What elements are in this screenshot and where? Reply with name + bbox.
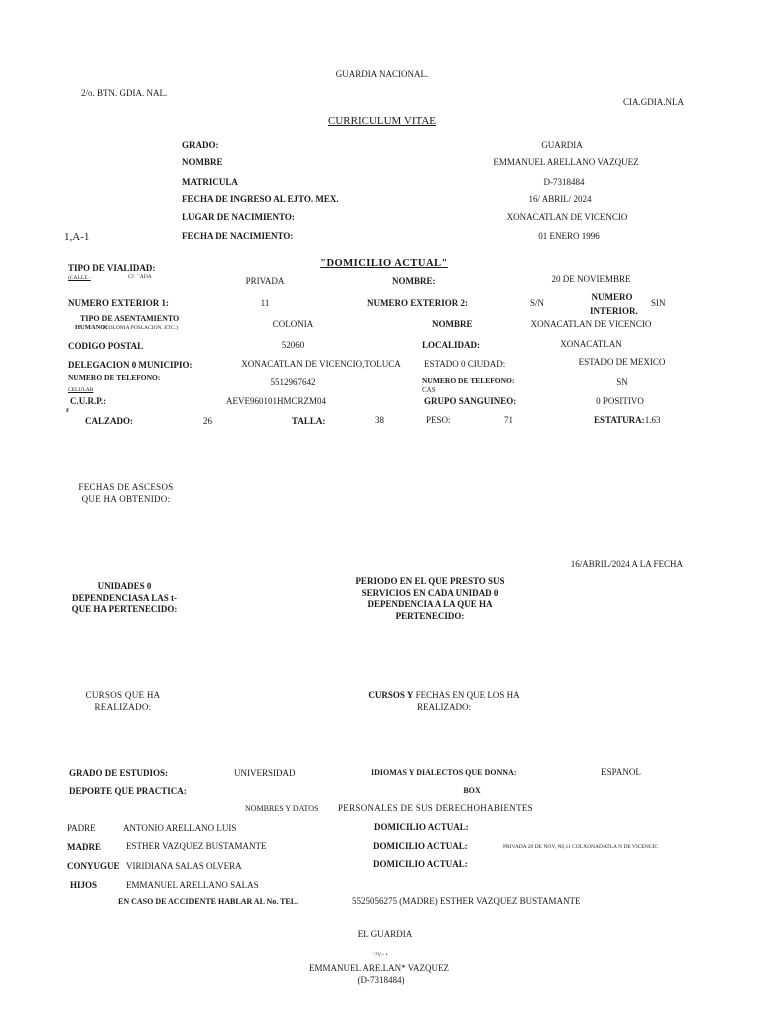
cursos-fechas-label-text: FECHAS EN QUE LOS HA REALIZADO: [415,690,520,712]
peso-label: PESO: [426,415,451,425]
telefono2-label: NUMERO DE TELEFONO: [422,376,515,385]
madre-label: MADRE [67,842,101,852]
firma-matricula: (D-7318484) [357,975,405,985]
sangre-value: 0 POSITIVO [596,396,644,406]
nombre-label: NOMBRE [182,157,223,167]
estatura-field [594,415,660,425]
nombre-value: EMMANUEL ARELLANO VAZQUEZ [493,157,639,167]
telefono2-sub: CAS [422,386,436,394]
cursos-fechas-label-bold: CURSOS Y [368,690,414,700]
asentamiento-label: TIPO DE ASENTAMIENTO [80,314,180,323]
matricula-label: MATRICULA [182,177,238,187]
accidente-label: EN CASO DE ACCIDENTE HABLAR AL No. TEL. [118,897,299,906]
asentamiento-nombre-value: XONACATLAN DE VICENCIO [530,319,652,329]
vialidad-sub2: C?. ˇ ADA [128,274,152,280]
grado-value: GUARDIA [541,140,583,150]
idiomas-value: ESPANOL [601,767,641,777]
firma-marca: ' ?V~ • [372,952,388,958]
peso-value: 71 [504,415,513,425]
unidades-label: UNIDADES 0 DEPENDENCIASA LAS t- QUE HA PERTENECIDO: [71,581,178,615]
fecha-nac-value: 01 ENERO 1996 [538,231,600,241]
estatura-label: ESTATURA: [594,415,645,425]
talla-value: 38 [375,415,384,425]
cp-label: CODIGO POSTAL [68,341,144,351]
org-name: GUARDIA NACIONAL. [335,69,429,79]
periodo-fecha: 16/ABRIL/2024 A LA FECHA [570,559,683,569]
cp-value: 52060 [281,340,305,350]
padre-value: ANTONIO ARELLANO LUIS [123,823,237,833]
accidente-value: 5525056275 (MADRE) ESTHER VAZQUEZ BUSTAMANTE [352,896,581,906]
calzado-label: CALZADO: [85,416,134,426]
madre-value: ESTHER VAZQUEZ BUSTAMANTE [126,841,267,851]
matricula-value: D-7318484 [543,177,585,187]
interior-label: NUMERO INTERIOR. [590,292,638,316]
asentamiento-sub: (COLONIA POSLACION, ETC.) [103,325,178,331]
telefono-sub: CELULAR [68,387,94,393]
page-title: CURRICULUM VITAE [327,115,437,127]
padre-domicilio-label: DOMICILIO ACTUAL: [374,822,469,832]
side-mark: 1,A-1 [64,231,90,243]
calle-nombre-value: 20 DE NOVIEMBRE [551,274,631,284]
periodo-label: PERIODO EN EL QUE PRESTO SUS SERVICIOS EN CADA UNIDAD 0 DEPENDENCIA A LA QUE HA PERTENECIDO: [355,576,505,622]
ext1-value: 11 [260,298,270,308]
familia-titulo-b: PERSONALES DE SUS DERECHOHABIENTES [338,803,533,813]
deporte-value: BOX [463,786,481,795]
calzado-value: 26 [203,416,212,426]
madre-domicilio-value: PRIVADA 20 DE NOV, N0,11 COLXONADATLA N DE VICENCIC [503,844,659,850]
asentamiento-value: COLONIA [272,319,314,329]
talla-label: TALLA: [292,416,326,426]
ext2-label: NUMERO EXTERIOR 2: [367,298,469,308]
hijos-value: EMMANUEL ARELLANO SALAS [126,880,259,890]
grado-label: GRADO: [182,140,219,150]
asentamiento-label-2: HUMANO: [75,324,108,331]
ingreso-value: 16/ ABRIL/ 2024 [528,194,592,204]
ingreso-label: FECHA DE INGRESO AL EJTO. MEX. [182,194,339,204]
idiomas-label: IDIOMAS Y DIALECTOS QUE DONNA: [371,768,517,777]
localidad-label: LOCALIDAD: [422,340,481,350]
domicilio-title: "DOMICILIO ACTUAL" [320,258,448,269]
municipio-label: DELEGACION 0 MUNICIPIO: [68,360,193,370]
telefono-label: NUMERO DE TELEFONO: [68,373,161,382]
calle-nombre-label: NOMBRE: [392,276,436,286]
estudios-label: GRADO DE ESTUDIOS: [69,768,169,778]
conyugue-domicilio-label: DOMICILIO ACTUAL: [373,859,468,869]
vialidad-value: PRIVADA [245,276,285,286]
madre-domicilio-label: DOMICILIO ACTUAL: [373,841,468,851]
lugar-value: XONACATLAN DE VICENCIO [506,212,628,222]
right-unit: CIA.GDIA.NLA [623,97,684,107]
vialidad-sub: (CALLE - [68,275,91,281]
telefono-value: 5512967642 [270,377,316,387]
conyugue-value: VIRIDIANA SALAS OLVERA [126,861,242,871]
firma-cargo: EL GUARDIA [357,929,413,939]
curp-label: C.U.R.P.: [70,396,107,406]
curp-value: AEVE960101HMCRZM04 [225,396,327,406]
padre-label: PADRE [67,823,96,833]
estado-label: ESTADO 0 CIUDAD: [424,359,506,369]
lugar-label: LUGAR DE NACIMIENTO: [182,212,295,222]
ascensos-label: FECHAS DE ASCESOS QUE HA OBTENIDO: [78,482,174,504]
fecha-nac-label: FECHA DE NACIMIENTO: [182,231,294,241]
ext2-value: S/N [529,298,545,308]
deporte-label: DEPORTE QUE PRACTICA: [69,786,187,796]
firma-nombre: EMMANUEL ARE.LAN* VAZQUEZ [308,963,450,973]
estado-value: ESTADO DE MEXICO [578,357,666,367]
estudios-value: UNIVERSIDAD [234,768,296,778]
ext1-label: NUMERO EXTERIOR 1: [68,298,170,308]
estatura-value: 1.63 [644,415,661,425]
municipio-value: XONACATLAN DE VICENCIO,TOLUCA [241,359,401,369]
familia-titulo-a: NOMBRES Y DATOS [245,804,319,813]
hijos-label: HIJOS [70,880,98,890]
vialidad-label: TIPO DE VIALIDAD: [68,263,156,273]
cursos-fechas-label [355,690,533,713]
localidad-value: XONACATLAN [560,339,622,349]
sangre-label: GRUPO SANGUINEO: [424,396,517,406]
curp-mark: r [66,406,70,414]
asentamiento-nombre-label: NOMBRE [432,319,473,329]
telefono2-value: SN [616,377,628,387]
left-unit: 2/o. BTN. GDIA. NAL. [81,88,168,98]
cursos-label: CURSOS QUE HA REALIZADO: [85,690,161,712]
conyugue-label: CONYUGUE [67,861,120,871]
interior-value: SIN [651,298,666,308]
